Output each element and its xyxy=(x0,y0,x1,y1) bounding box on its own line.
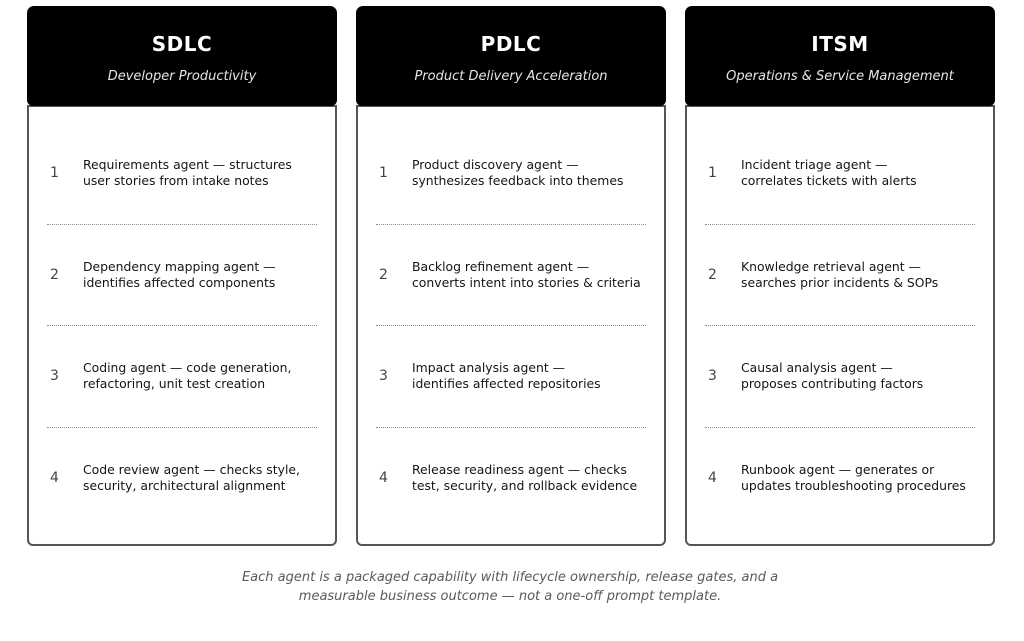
column-title: PDLC xyxy=(480,32,542,56)
footnote-line: Each agent is a packaged capability with lifecycle ownership, release gates, and a xyxy=(241,570,779,585)
agent-number: 4 xyxy=(50,469,59,486)
agent-description-line: converts intent into stories & criteria xyxy=(412,274,641,290)
agent-list xyxy=(356,105,666,546)
agent-description-line: security, architectural alignment xyxy=(83,477,286,493)
agent-item xyxy=(47,224,317,326)
agent-description xyxy=(741,157,973,189)
column-title: SDLC xyxy=(151,32,213,56)
agent-number: 2 xyxy=(708,266,717,283)
agent-description-line: test, security, and rollback evidence xyxy=(412,477,638,493)
column-subtitle: Developer Productivity xyxy=(107,69,257,84)
agent-item xyxy=(47,123,317,224)
agent-description-line: Code review agent — checks style, xyxy=(83,461,300,477)
column-pdlc xyxy=(356,6,666,546)
column-header xyxy=(685,6,995,106)
agent-item xyxy=(376,325,646,427)
agent-description-line: Knowledge retrieval agent — xyxy=(741,258,921,274)
agent-item xyxy=(376,224,646,326)
agent-number: 3 xyxy=(379,368,388,385)
agent-description xyxy=(412,157,644,189)
agent-description-line: Runbook agent — generates or xyxy=(741,461,935,477)
agent-description-line: identifies affected components xyxy=(83,274,276,290)
agent-description-line: Backlog refinement agent — xyxy=(412,258,590,274)
column-itsm xyxy=(685,6,995,546)
lifecycle-columns xyxy=(27,6,995,546)
agent-description-line: identifies affected repositories xyxy=(412,376,601,392)
footnote-line: measurable business outcome — not a one-off prompt template. xyxy=(298,589,722,604)
agent-description xyxy=(412,462,644,494)
agent-description xyxy=(741,259,973,291)
agent-description-line: Product discovery agent — xyxy=(412,157,579,173)
agent-number: 4 xyxy=(379,469,388,486)
agent-description-line: Coding agent — code generation, xyxy=(83,360,292,376)
agent-item xyxy=(705,325,975,427)
agent-description-line: user stories from intake notes xyxy=(83,173,269,189)
footnote xyxy=(200,568,820,606)
agent-number: 2 xyxy=(379,266,388,283)
agent-description xyxy=(83,157,315,189)
agent-number: 1 xyxy=(379,165,388,182)
column-title: ITSM xyxy=(811,32,869,56)
agent-item xyxy=(705,427,975,529)
column-header xyxy=(356,6,666,106)
agent-item xyxy=(705,123,975,224)
agent-list xyxy=(685,105,995,546)
agent-description-line: correlates tickets with alerts xyxy=(741,173,917,189)
column-subtitle: Operations & Service Management xyxy=(726,69,954,84)
agent-description xyxy=(741,360,973,392)
agent-description-line: Release readiness agent — checks xyxy=(412,461,627,477)
column-sdlc xyxy=(27,6,337,546)
agent-item xyxy=(47,325,317,427)
agent-number: 4 xyxy=(708,469,717,486)
agent-item xyxy=(376,123,646,224)
agent-description-line: Causal analysis agent — xyxy=(741,360,893,376)
agent-number: 1 xyxy=(50,165,59,182)
agent-number: 2 xyxy=(50,266,59,283)
agent-description-line: Impact analysis agent — xyxy=(412,360,566,376)
agent-description xyxy=(83,360,315,392)
agent-number: 3 xyxy=(50,368,59,385)
agent-description-line: updates troubleshooting procedures xyxy=(741,477,966,493)
agent-description xyxy=(741,462,973,494)
agent-item xyxy=(47,427,317,529)
agent-number: 1 xyxy=(708,165,717,182)
column-subtitle: Product Delivery Acceleration xyxy=(414,69,608,84)
agent-description-line: searches prior incidents & SOPs xyxy=(741,274,939,290)
agent-description-line: synthesizes feedback into themes xyxy=(412,173,624,189)
agent-description-line: Dependency mapping agent — xyxy=(83,258,276,274)
agent-description xyxy=(83,259,315,291)
agent-description xyxy=(412,360,644,392)
agent-description-line: refactoring, unit test creation xyxy=(83,376,266,392)
agent-item xyxy=(376,427,646,529)
agent-list xyxy=(27,105,337,546)
agent-description xyxy=(412,259,644,291)
agent-description-line: Requirements agent — structures xyxy=(83,157,292,173)
agent-description-line: proposes contributing factors xyxy=(741,376,924,392)
column-header xyxy=(27,6,337,106)
agent-item xyxy=(705,224,975,326)
agent-number: 3 xyxy=(708,368,717,385)
agent-description-line: Incident triage agent — xyxy=(741,157,888,173)
agent-description xyxy=(83,462,315,494)
